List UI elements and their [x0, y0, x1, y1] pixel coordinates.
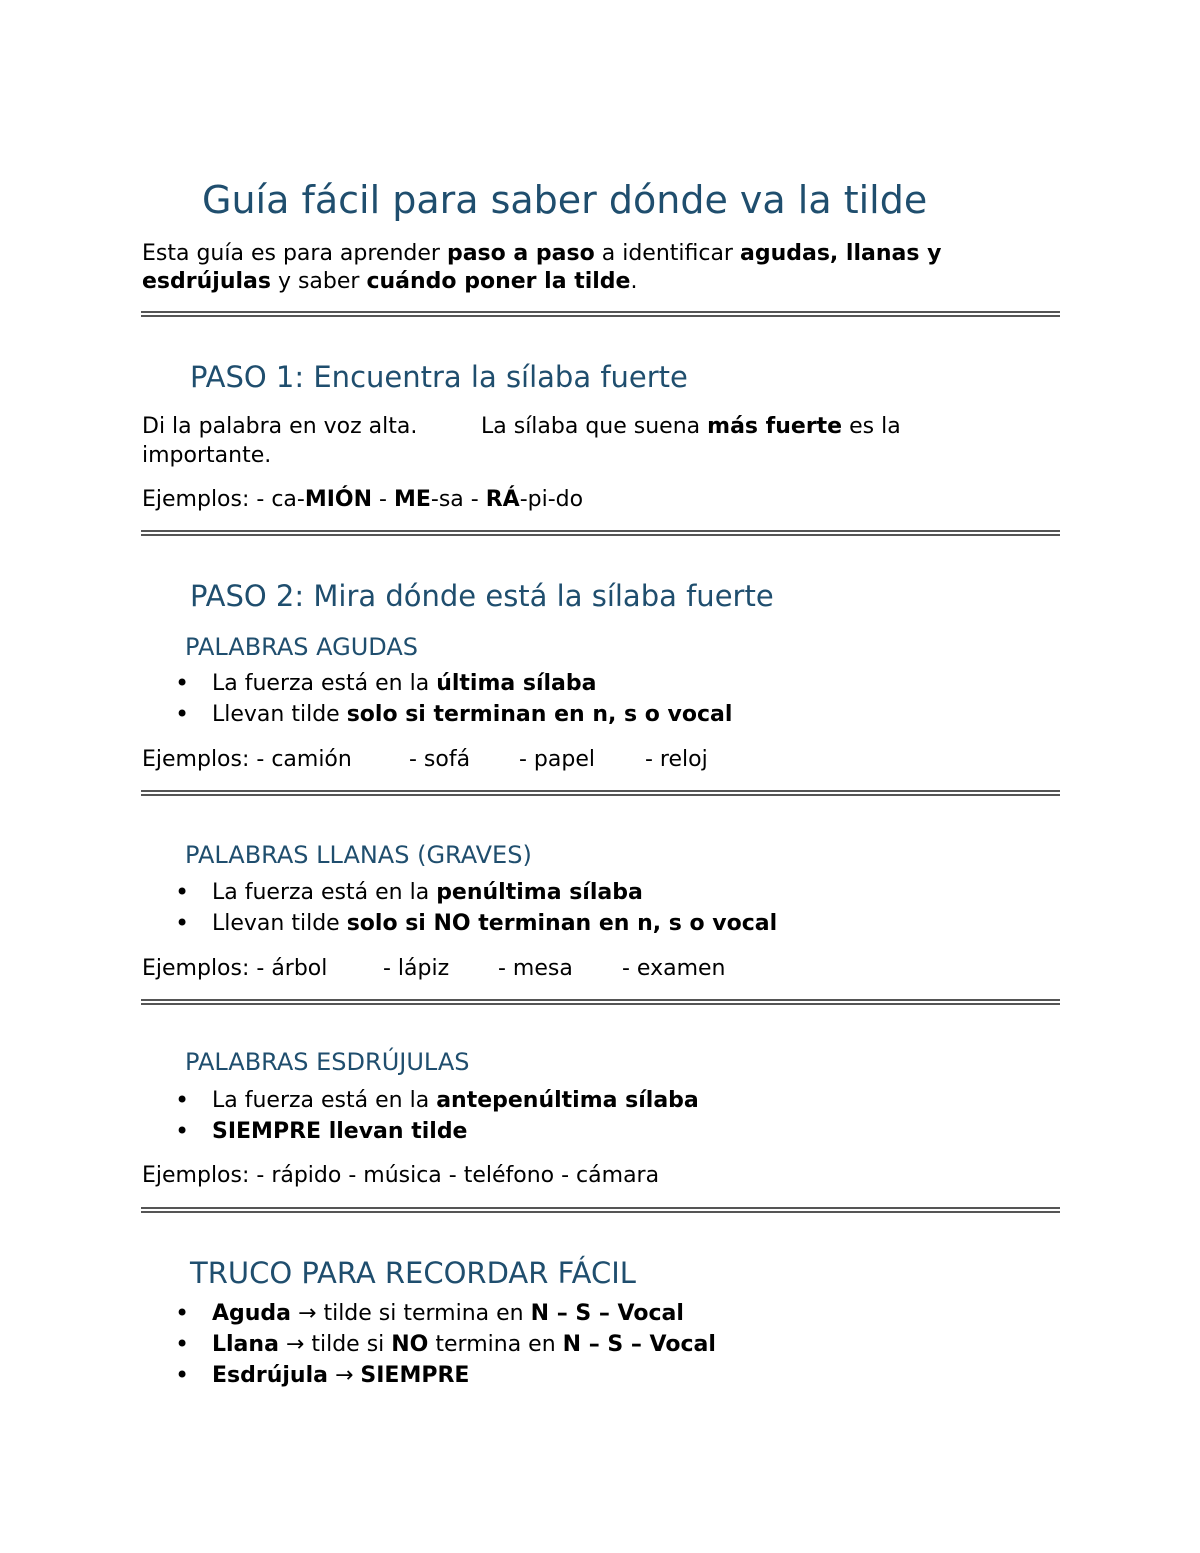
list-item — [141, 1329, 716, 1360]
arrow-icon: → — [291, 1301, 324, 1326]
list-bold: SIEMPRE — [360, 1363, 470, 1388]
paso1-bold: más fuerte — [707, 414, 843, 439]
intro-text: . — [630, 269, 638, 294]
intro-bold: esdrújulas — [142, 269, 271, 294]
example-item: - papel — [519, 747, 595, 772]
list-bold: Esdrújula — [212, 1363, 328, 1388]
example-text: -sa - — [430, 487, 486, 512]
agudas-heading: PALABRAS AGUDAS — [185, 633, 419, 661]
paso1-examples — [142, 485, 583, 514]
list-item — [141, 1085, 699, 1116]
agudas-list — [141, 668, 732, 730]
list-bold: solo si NO terminan en n, s o vocal — [346, 911, 778, 936]
paso1-text: es la — [842, 414, 901, 439]
example-text: Ejemplos: - ca- — [142, 487, 305, 512]
paso1-line-1b — [481, 412, 901, 441]
example-bold: MIÓN — [304, 487, 373, 512]
list-item — [141, 908, 777, 939]
list-text: La fuerza está en la — [212, 671, 437, 696]
example-item: Ejemplos: - árbol — [142, 956, 328, 981]
example-text: - — [372, 487, 394, 512]
paso1-line-2: importante. — [142, 443, 272, 468]
llanas-list — [141, 877, 777, 939]
paso1-heading: PASO 1: Encuentra la sílaba fuerte — [190, 360, 688, 394]
list-bold: NO — [391, 1332, 429, 1357]
list-bold: última sílaba — [436, 671, 597, 696]
list-text: tilde si — [311, 1332, 392, 1357]
example-item: - examen — [622, 956, 726, 981]
list-text: tilde si termina en — [323, 1301, 531, 1326]
paso1-line-1 — [142, 412, 417, 441]
list-bold: solo si terminan en n, s o vocal — [346, 702, 733, 727]
list-bold: N – S – Vocal — [530, 1301, 684, 1326]
list-text: La fuerza está en la — [212, 1088, 437, 1113]
section-divider — [141, 530, 1060, 536]
list-text: La fuerza está en la — [212, 880, 437, 905]
section-divider — [141, 790, 1060, 796]
list-bold: N – S – Vocal — [562, 1332, 716, 1357]
esdrujulas-heading: PALABRAS ESDRÚJULAS — [185, 1048, 470, 1076]
example-text: -pi-do — [519, 487, 584, 512]
list-item — [141, 668, 732, 699]
example-item: - mesa — [498, 956, 573, 981]
paso1-text: La sílaba que suena — [481, 414, 708, 439]
list-bold: penúltima sílaba — [436, 880, 643, 905]
example-item: - sofá — [409, 747, 471, 772]
esdrujulas-examples: Ejemplos: - rápido - música - teléfono - cámara — [142, 1163, 660, 1188]
list-item — [141, 699, 732, 730]
example-bold: RÁ — [485, 487, 520, 512]
intro-bold: agudas, llanas y — [739, 241, 942, 266]
esdrujulas-list — [141, 1085, 699, 1147]
example-item: - reloj — [645, 747, 708, 772]
example-item: - lápiz — [383, 956, 450, 981]
section-divider — [141, 1207, 1060, 1213]
list-bold: Aguda — [212, 1301, 292, 1326]
list-text: Llevan tilde — [212, 702, 347, 727]
intro-text: Esta guía es para aprender — [142, 241, 447, 266]
truco-heading: TRUCO PARA RECORDAR FÁCIL — [190, 1256, 636, 1290]
intro-bold: paso a paso — [446, 241, 595, 266]
llanas-heading: PALABRAS LLANAS (GRAVES) — [185, 841, 532, 869]
intro-line-2 — [142, 267, 637, 296]
intro-text: a identificar — [594, 241, 740, 266]
arrow-icon: → — [327, 1363, 361, 1388]
list-item — [141, 1360, 716, 1391]
section-divider — [141, 999, 1060, 1005]
list-item — [141, 1298, 716, 1329]
arrow-icon: → — [278, 1332, 312, 1357]
list-bold: Llana — [212, 1332, 279, 1357]
list-item — [141, 877, 777, 908]
example-item: Ejemplos: - camión — [142, 747, 352, 772]
intro-text: y saber — [270, 269, 367, 294]
truco-list — [141, 1298, 716, 1391]
paso2-heading: PASO 2: Mira dónde está la sílaba fuerte — [190, 579, 774, 613]
list-item — [141, 1116, 699, 1147]
list-text: Llevan tilde — [212, 911, 347, 936]
document-title: Guía fácil para saber dónde va la tilde — [202, 178, 928, 222]
list-bold: antepenúltima sílaba — [436, 1088, 699, 1113]
intro-bold: cuándo poner la tilde — [366, 269, 631, 294]
example-bold: ME — [393, 487, 431, 512]
list-bold: SIEMPRE llevan tilde — [212, 1119, 468, 1144]
section-divider — [141, 311, 1060, 317]
list-text: termina en — [428, 1332, 563, 1357]
paso1-text: Di la palabra en voz alta. — [142, 414, 418, 439]
intro-line-1 — [142, 239, 941, 268]
